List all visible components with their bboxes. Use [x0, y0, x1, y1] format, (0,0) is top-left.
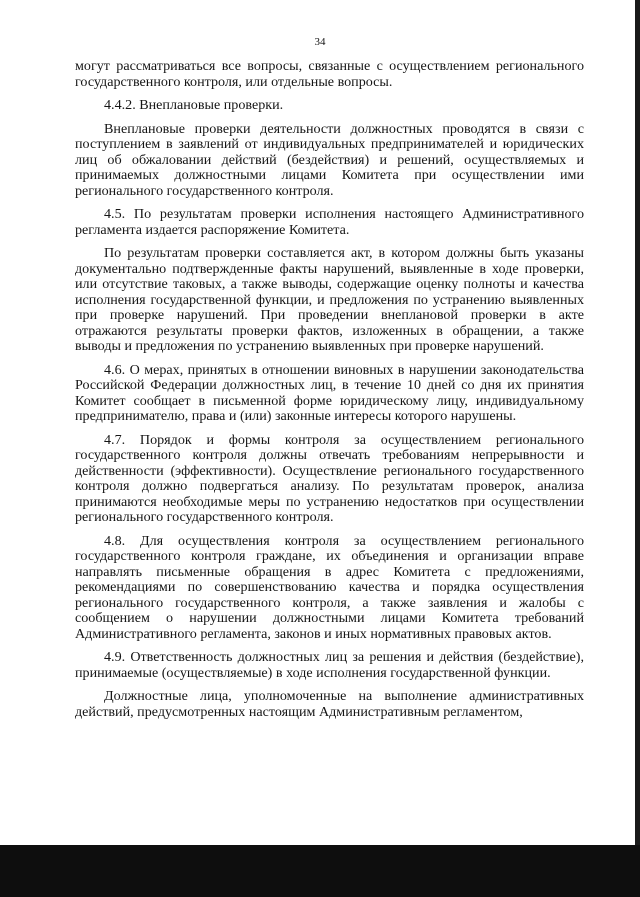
- paragraph-4-7: 4.7. Порядок и формы контроля за осуществлением регионального государственного контроля должны отвечать требованиям непрерывности и действенности (эффективности). Осуществление регионального государственного контроля должно подвергаться анализу. По результатам проверок, анализа принимаются необходимые меры по устранению недостатков при осуществлении регионального государственного контроля.: [75, 431, 584, 525]
- paragraph-unscheduled-inspections: Внеплановые проверки деятельности должностных проводятся в связи с поступлением в заявлений от индивидуальных предпринимателей и юридических лиц об обжаловании действий (бездействия) и решений, осуществляемых и принимаемых должностными лицами Комитета при осуществлении ими регионального государственного контроля.: [75, 120, 584, 199]
- paragraph-4-8: 4.8. Для осуществления контроля за осуществлением регионального государственного контроля граждане, их объединения и организации вправе направлять письменные обращения в адрес Комитета с предложениями, рекомендациями по совершенствованию качества и порядка осуществления регионального государственного контроля, а также заявления и жалобы с сообщением о нарушении должностными лицами Комитета требований Административного регламента, законов и иных нормативных правовых актов.: [75, 532, 584, 642]
- page-number: 34: [314, 36, 326, 48]
- scan-bottom-border: [0, 845, 640, 897]
- paragraph-4-9: 4.9. Ответственность должностных лиц за решения и действия (бездействие), принимаемые (осуществляемые) в ходе исполнения государственной функции.: [75, 649, 584, 681]
- paragraph-inspection-act: По результатам проверки составляется акт, в котором должны быть указаны документально подтвержденные факты нарушений, выявленные в ходе проверки, или отсутствие таковых, а также выводы, содержащие оценку полноты и качества исполнения государственной функции, и предложения по устранению выявленных при проверке нарушений. При проведении внеплановой проверки в акте отражаются результаты проверки фактов, изложенных в обращении, а также выводы и предложения по устранению выявленных при проверке нарушений.: [75, 245, 584, 354]
- paragraph-4-5: 4.5. По результатам проверки исполнения настоящего Административного регламента издается распоряжение Комитета.: [75, 206, 584, 238]
- document-body: [75, 59, 584, 728]
- paragraph-4-6: 4.6. О мерах, принятых в отношении виновных в нарушении законодательства Российской Федерации должностных лиц, в течение 10 дней со дня их принятия Комитет сообщает в письменной форме юридическому лицу, индивидуальному предпринимателю, права и (или) законные интересы которого нарушены.: [75, 361, 584, 424]
- paragraph-officials: Должностные лица, уполномоченные на выполнение административных действий, предусмотренных настоящим Административным регламентом,: [75, 688, 584, 720]
- paragraph-4-4-2-heading: 4.4.2. Внеплановые проверки.: [104, 97, 284, 113]
- scan-edge-shadow: [635, 0, 640, 897]
- paragraph-continuation: могут рассматриваться все вопросы, связанные с осуществлением регионального государственного контроля, или отдельные вопросы.: [75, 58, 584, 90]
